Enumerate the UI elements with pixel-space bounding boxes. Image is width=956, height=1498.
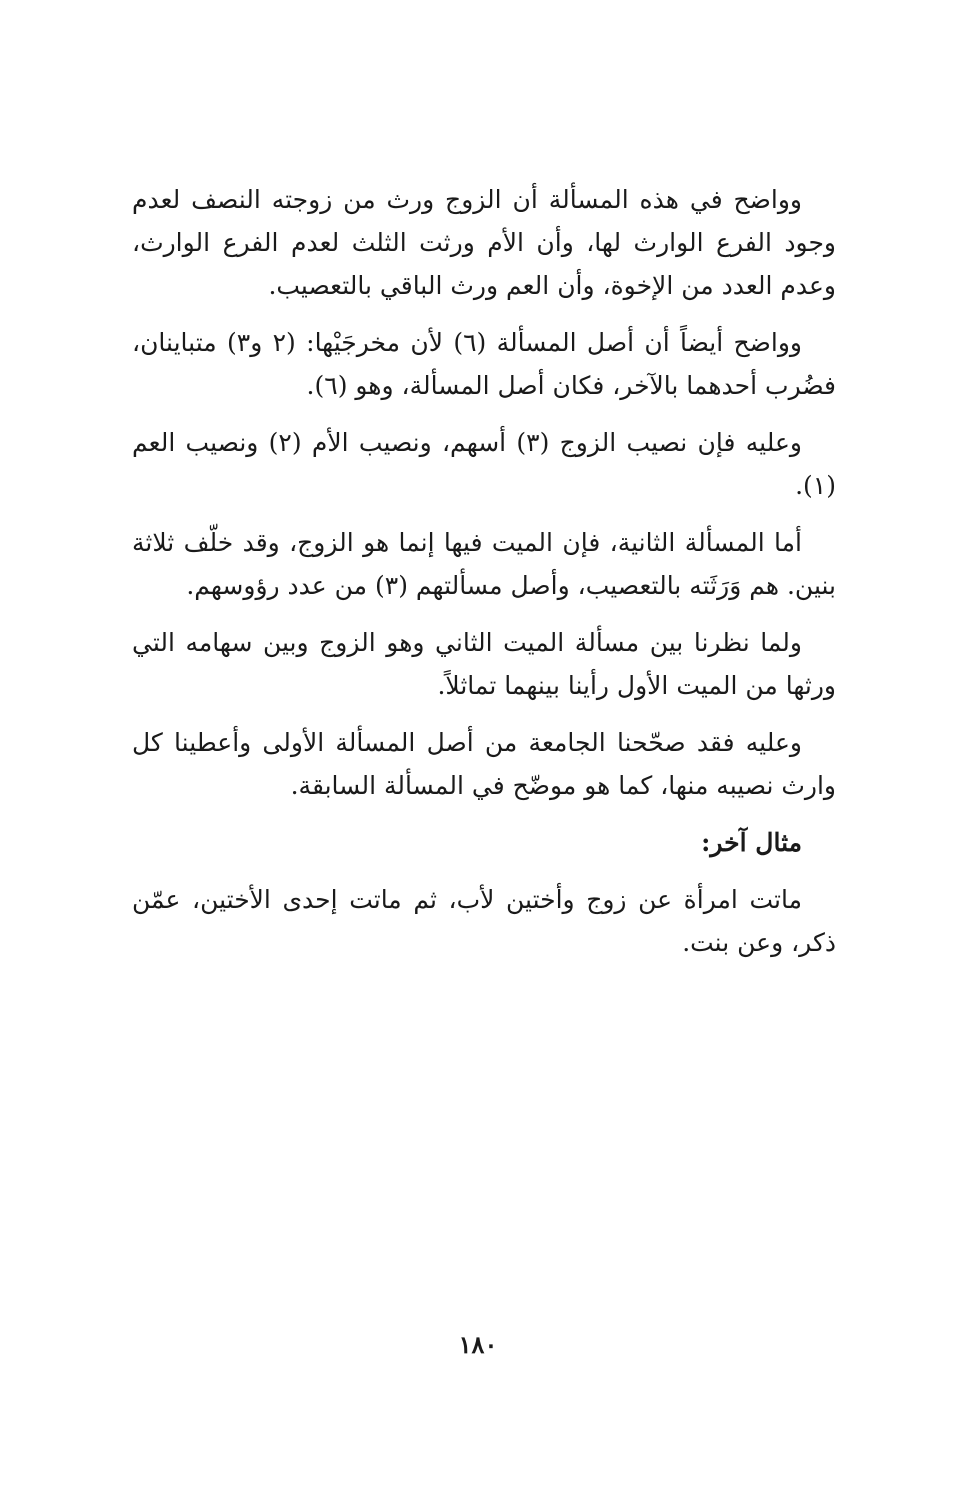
- paragraph-2: وواضح أيضاً أن أصل المسألة (٦) لأن مخرجَيْها: (٢ و٣) متباينان، فضُرب أحدهما بالآخر، فكان أصل المسألة، وهو (٦).: [132, 328, 836, 400]
- paragraph-7: ماتت امرأة عن زوج وأختين لأب، ثم ماتت إحدى الأختين، عمّن ذكر، وعن بنت.: [132, 885, 836, 957]
- paragraph-1: وواضح في هذه المسألة أن الزوج ورث من زوجته النصف لعدم وجود الفرع الوارث لها، وأن الأم ورثت الثلث لعدم الفرع الوارث، وعدم العدد من الإخوة، وأن العم ورث الباقي بالتعصيب.: [132, 185, 836, 300]
- paragraph-5: ولما نظرنا بين مسألة الميت الثاني وهو الزوج وبين سهامه التي ورثها من الميت الأول رأينا بينهما تماثلاً.: [132, 628, 836, 700]
- example-heading: مثال آخر:: [701, 828, 802, 857]
- page-number: ١٨٠: [458, 1330, 498, 1359]
- paragraph-4: أما المسألة الثانية، فإن الميت فيها إنما هو الزوج، وقد خلّف ثلاثة بنين. هم وَرَثَته بالتعصيب، وأصل مسألتهم (٣) من عدد رؤوسهم.: [132, 528, 836, 600]
- paragraph-6: وعليه فقد صحّحنا الجامعة من أصل المسألة الأولى وأعطينا كل وارث نصيبه منها، كما هو موضّح في المسألة السابقة.: [132, 728, 836, 800]
- page-body: [132, 178, 836, 978]
- paragraph-3: وعليه فإن نصيب الزوج (٣) أسهم، ونصيب الأم (٢) ونصيب العم (١).: [132, 428, 836, 500]
